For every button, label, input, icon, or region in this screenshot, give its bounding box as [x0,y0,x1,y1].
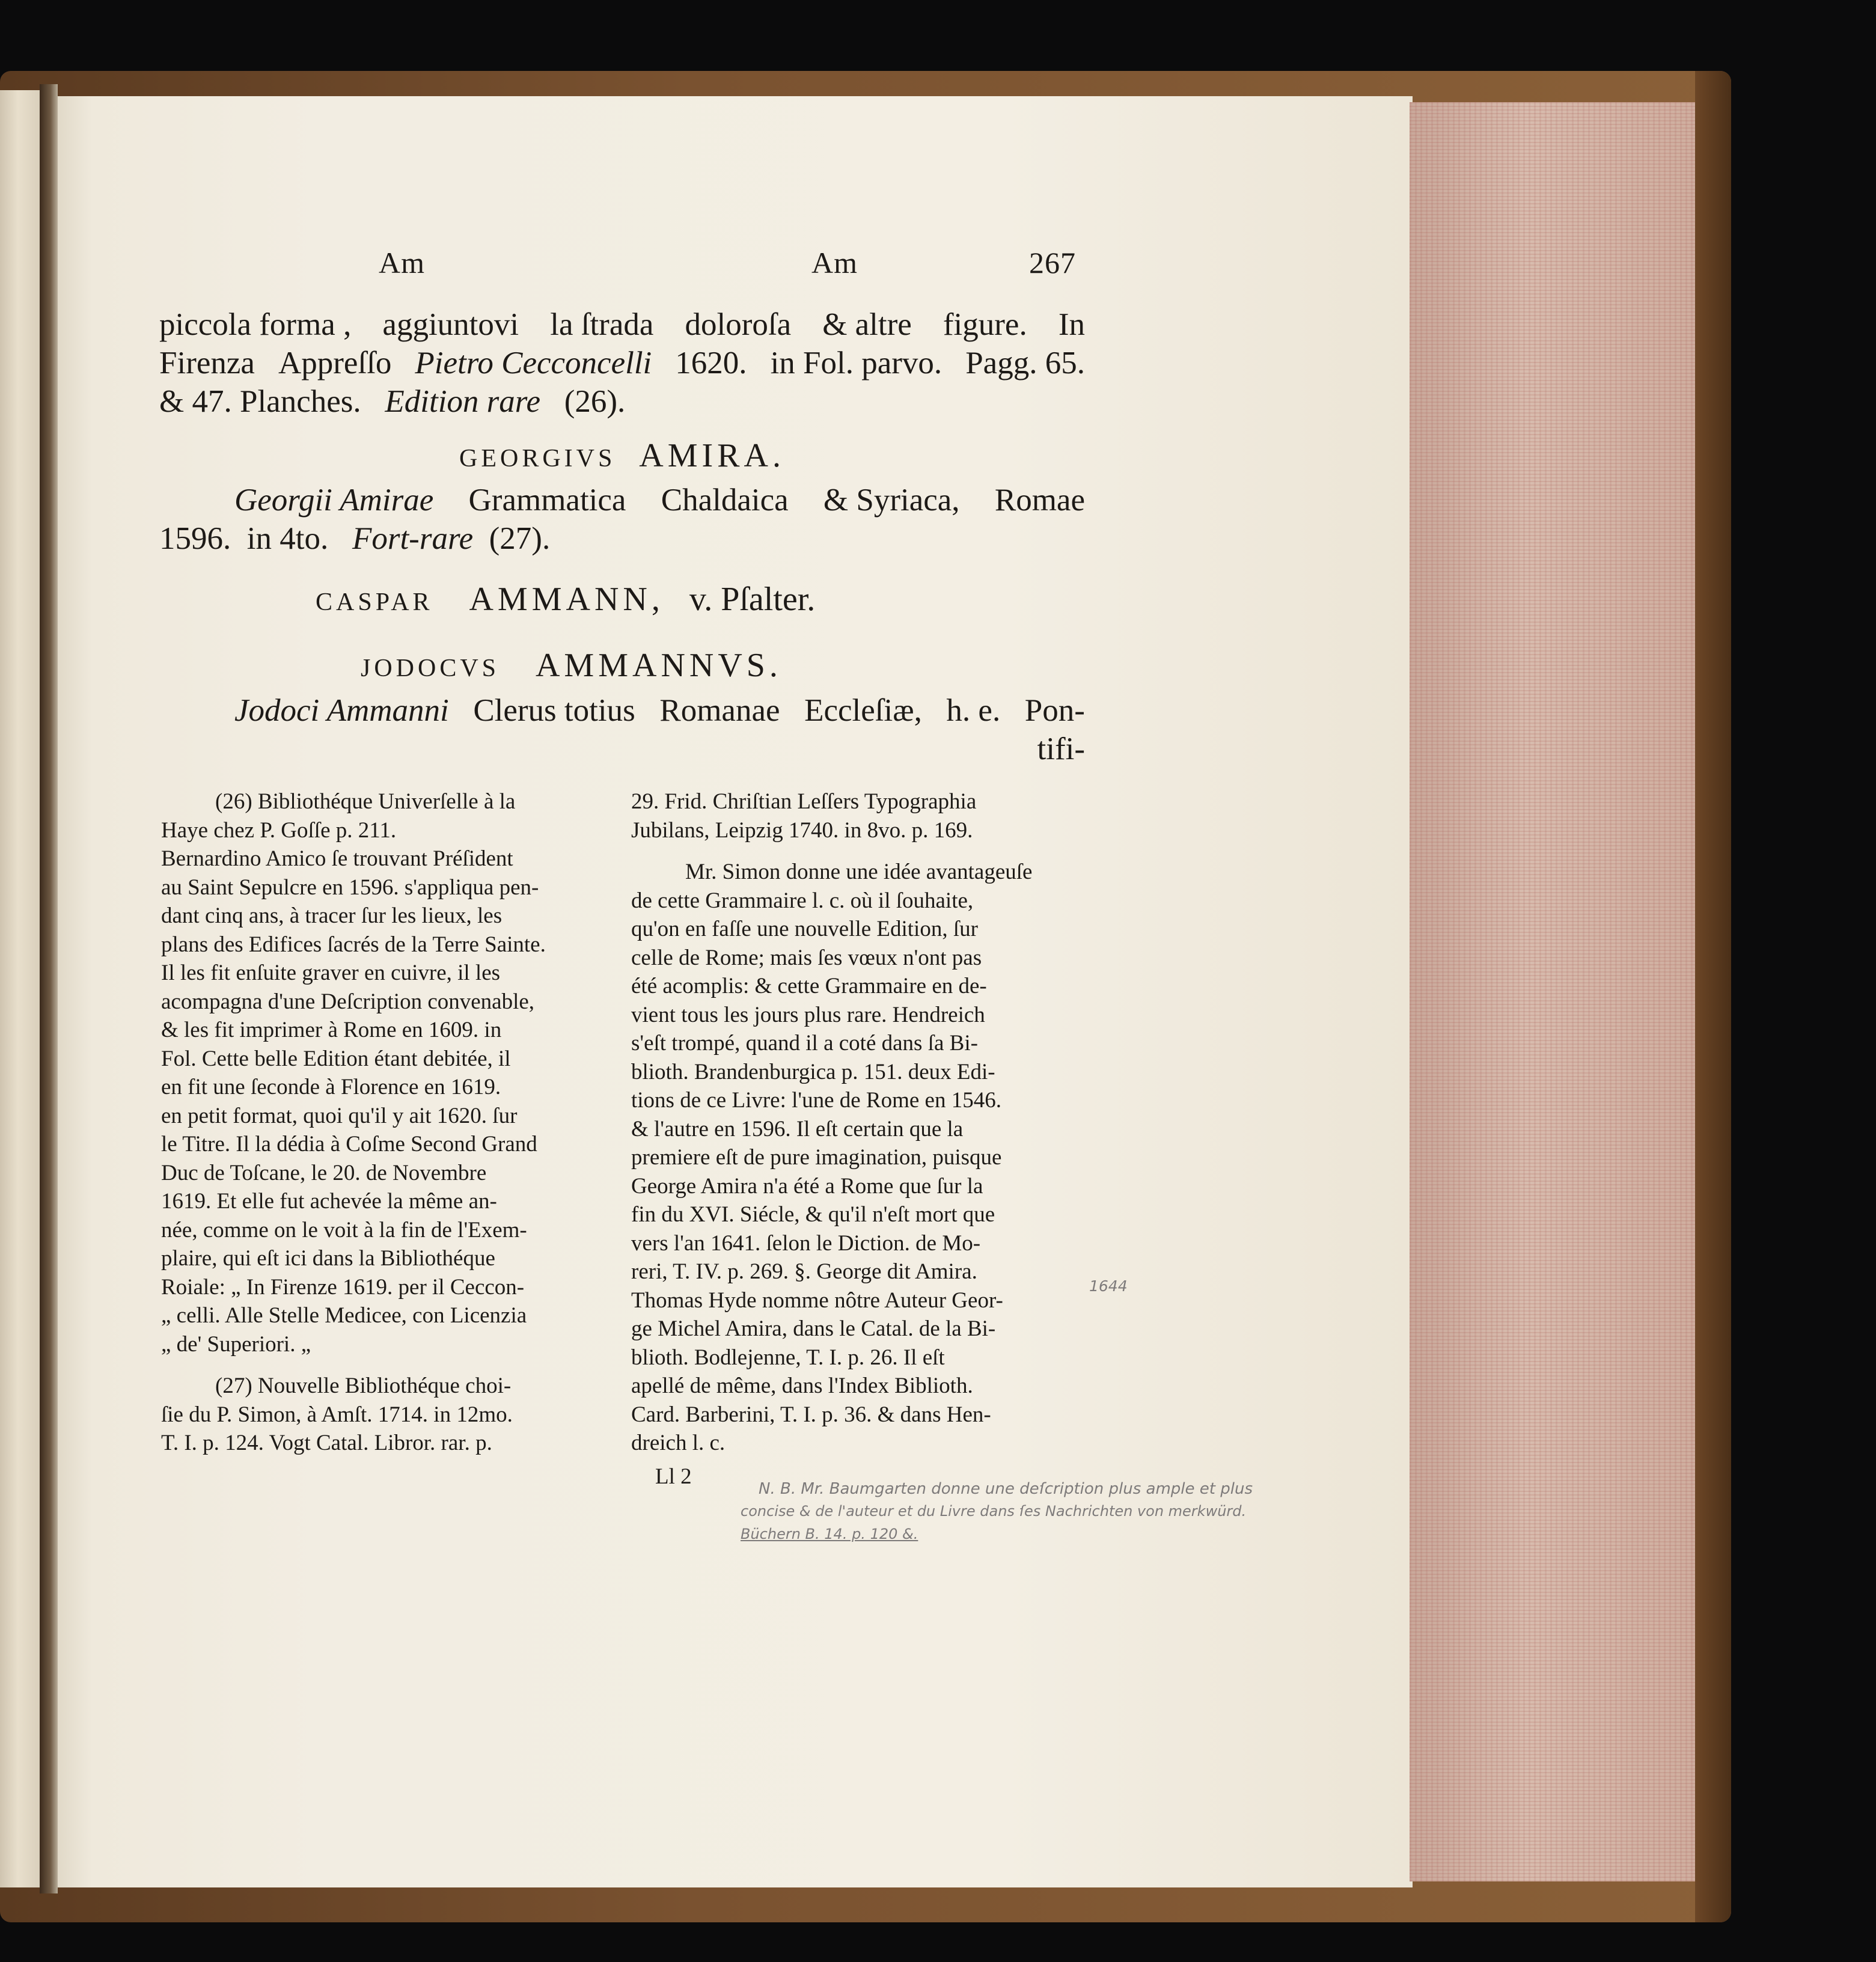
footnote-line: Roiale: „ In Firenze 1619. per il Ceccon- [161,1274,525,1300]
footnote-line: George Amira n'a été a Rome que ſur la [631,1173,983,1199]
footnote-line: 29. Frid. Chriſtian Leſſers Typographia [631,789,977,814]
footnote-line: Fol. Cette belle Edition étant debitée, il [161,1046,511,1071]
book-cover-edge [1695,71,1731,1922]
footnotes-right-column [631,787,1088,1491]
text-line: piccola forma , aggiuntovi la ſtrada doloroſa & altre figure. In [159,307,1085,342]
footnote-line: été acomplis: & cette Grammaire en de- [631,974,987,998]
footnote-line: plaire, qui eſt ici dans la Bibliothéque [161,1246,495,1271]
footnote-line: Bernardino Amico ſe trouvant Préſident [161,846,513,871]
footnote-line: en fit une ſeconde à Florence en 1619. [161,1075,501,1099]
jodocus-entry [159,691,1085,768]
footnote-line: le Titre. Il la dédia à Coſme Second Grand [161,1132,537,1157]
author-heading-caspar: CASPAR AMMANN, v. Pſalter. [316,581,816,618]
footnote-line: acompagna d'une Deſcription convenable, [161,989,535,1014]
footnote-line: Il les fit enſuite graver en cuivre, il les [161,961,501,985]
book-gutter [40,84,58,1893]
text-line: & 47. Planches. Edition rare (26). [159,384,626,419]
handwritten-note-line-2: concise & de l'auteur et du Livre dans ſes Nachrichten von merkwürd. [741,1503,1247,1520]
footnote-line: T. I. p. 124. Vogt Catal. Libror. rar. p. [161,1431,492,1455]
footnote-line: blioth. Bodlejenne, T. I. p. 26. Il eſt [631,1345,945,1370]
amira-entry [159,481,1085,558]
footnote-line: (27) Nouvelle Bibliothéque choi- [215,1374,512,1398]
footnote-line: blioth. Brandenburgica p. 151. deux Edi- [631,1059,995,1084]
footnote-line: tions de ce Livre: l'une de Rome en 1546. [631,1088,1001,1113]
footnote-line: premiere eſt de pure imagination, puisque [631,1145,1002,1170]
footnote-line: qu'on en faſſe une nouvelle Edition, ſur [631,917,978,941]
footnotes-left-column [161,787,600,1458]
footnote-line: dreich l. c. [631,1431,726,1455]
footnote-line: de cette Grammaire l. c. où il ſouhaite, [631,888,974,913]
text-line: Jodoci Ammanni Clerus totius Romanae Eccleſiæ, h. e. Pon- [234,693,1085,728]
footnote-line: ge Michel Amira, dans le Catal. de la Bi- [631,1316,996,1341]
footnote-line: vers l'an 1641. ſelon le Diction. de Mo- [631,1230,981,1256]
footnote-line: 1619. Et elle fut achevée la même an- [161,1189,497,1214]
left-page-edge [0,90,45,1887]
footnote-line: reri, T. IV. p. 269. §. George dit Amira. [631,1259,977,1284]
footnote-line: Haye chez P. Goſſe p. 211. [161,818,397,843]
signature-mark: Ll 2 [655,1464,692,1489]
author-heading-amira: GEORGIVS AMIRA. [459,437,785,474]
footnote-line: Thomas Hyde nomme nôtre Auteur Geor- [631,1288,1003,1313]
footnote-line: fin du XVI. Siécle, & qu'il n'eſt mort que [631,1202,995,1227]
footnote-line: dant cinq ans, à tracer ſur les lieux, les [161,903,503,928]
footnote-line: (26) Bibliothéque Univerſelle à la [215,789,516,814]
page-fore-edge [1410,102,1698,1881]
handwritten-note-line-1: N. B. Mr. Baumgarten donne une deſcription plus ample et plus [759,1480,1253,1498]
footnote-line: & l'autre en 1596. Il eſt certain que la [631,1116,964,1141]
text-line: 1596. in 4to. Fort-rare (27). [159,521,551,556]
running-head-center: Am [811,246,858,280]
footnote-line: au Saint Sepulcre en 1596. s'appliqua pen- [161,875,539,900]
footnote-line: „ de' Superiori. „ [161,1331,311,1357]
footnote-line: Card. Barberini, T. I. p. 36. & dans Hen- [631,1402,991,1427]
footnote-line: celle de Rome; mais ſes vœux n'ont pas [631,945,982,970]
text-line: Georgii Amirae Grammatica Chaldaica & Syriaca, Romae [234,483,1085,518]
footnote-line: née, comme on le voit à la fin de l'Exem- [161,1217,527,1242]
footnote-line: „ celli. Alle Stelle Medicee, con Licenzia [161,1303,527,1328]
running-head-left: Am [379,246,425,280]
footnote-line: Duc de Toſcane, le 20. de Novembre [161,1160,487,1185]
footnote-line: Mr. Simon donne une idée avantageuſe [685,860,1033,884]
intro-paragraph [159,305,1085,421]
text-line: tifi- [1037,732,1085,766]
page-number: 267 [1029,246,1076,280]
footnote-line: Jubilans, Leipzig 1740. in 8vo. p. 169. [631,818,973,843]
footnote-line: s'eſt trompé, quand il a coté dans ſa Bi- [631,1031,978,1056]
footnote-line: apellé de même, dans l'Index Biblioth. [631,1374,973,1398]
footnote-line: plans des Edifices ſacrés de la Terre Sainte. [161,932,546,957]
handwritten-year-note: 1644 [1089,1277,1128,1295]
text-line: Firenza Appreſſo Pietro Cecconcelli 1620. in Fol. parvo. Pagg. 65. [159,346,1085,380]
footnote-line: vient tous les jours plus rare. Hendreich [631,1002,985,1027]
author-heading-jodocus: JODOCVS AMMANNVS. [361,647,782,684]
footnote-line: & les fit imprimer à Rome en 1609. in [161,1018,502,1042]
handwritten-note-line-3: Büchern B. 14. p. 120 &. [741,1526,918,1542]
footnote-line: ſie du P. Simon, à Amſt. 1714. in 12mo. [161,1402,513,1427]
footnote-line: en petit format, quoi qu'il y ait 1620. ſur [161,1103,518,1128]
